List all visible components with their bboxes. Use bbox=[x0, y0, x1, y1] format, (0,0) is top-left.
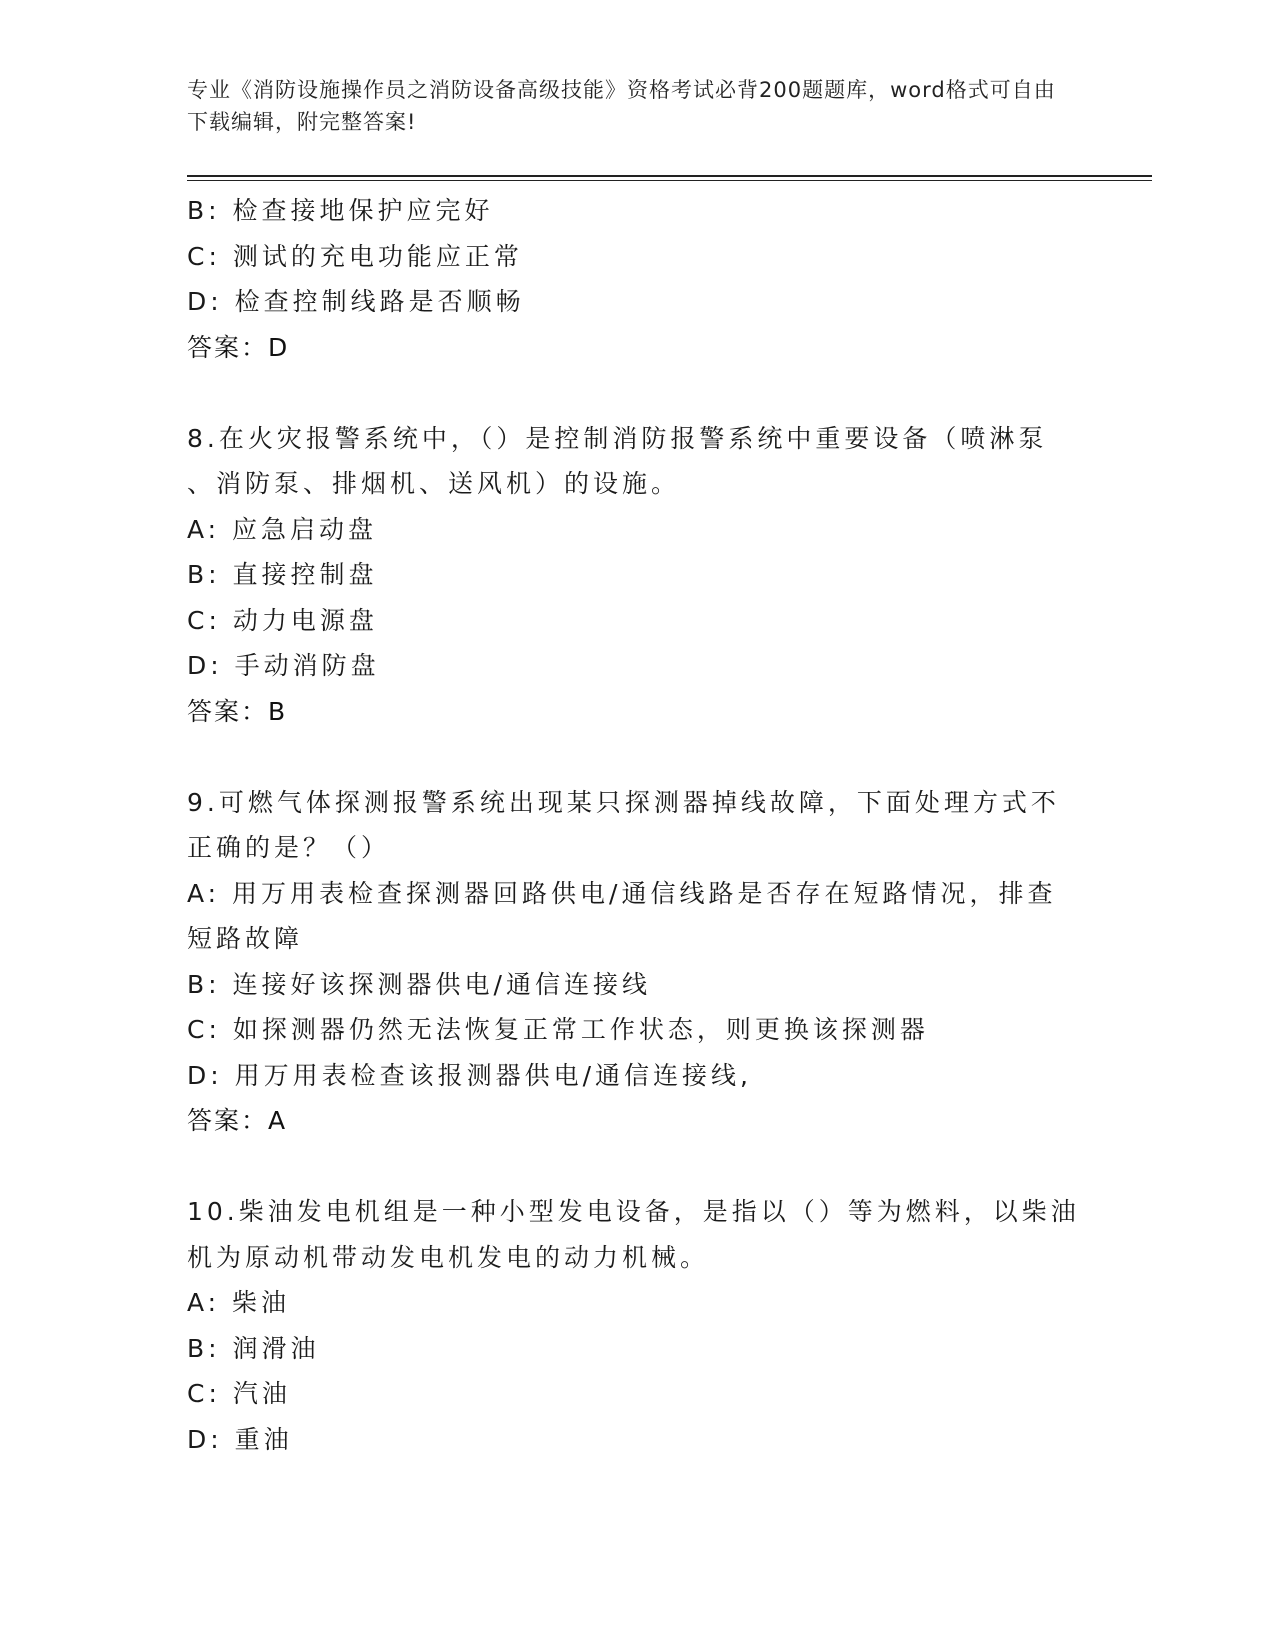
header-divider-thin bbox=[187, 180, 1152, 181]
question-7-continued bbox=[187, 188, 1087, 370]
option-c: C: 如探测器仍然无法恢复正常工作状态，则更换该探测器 bbox=[187, 1015, 929, 1044]
option-d: D: 检查控制线路是否顺畅 bbox=[187, 287, 525, 316]
question-9 bbox=[187, 780, 1087, 1144]
question-text: 8.在火灾报警系统中，（）是控制消防报警系统中重要设备（喷淋泵 bbox=[187, 423, 1048, 453]
option-b: B: 检查接地保护应完好 bbox=[187, 196, 494, 225]
spacer bbox=[187, 370, 1087, 416]
header-divider-thick bbox=[187, 175, 1152, 177]
option-b: B: 连接好该探测器供电/通信连接线 bbox=[187, 969, 651, 999]
answer-line: 答案：A bbox=[187, 1106, 288, 1135]
question-text-continued: 、消防泵、排烟机、送风机）的设施。 bbox=[187, 469, 681, 498]
question-text-continued: 机为原动机带动发电机发电的动力机械。 bbox=[187, 1242, 710, 1272]
option-b: B: 润滑油 bbox=[187, 1333, 320, 1363]
spacer bbox=[187, 734, 1087, 780]
question-text: 10.柴油发电机组是一种小型发电设备，是指以（）等为燃料，以柴油 bbox=[187, 1197, 1080, 1226]
document-header: 专业《消防设施操作员之消防设备高级技能》资格考试必背200题题库，word格式可自由下载编辑，附完整答案! bbox=[187, 78, 1056, 134]
option-d: D: 用万用表检查该报测器供电/通信连接线, bbox=[187, 1060, 752, 1090]
question-content bbox=[187, 188, 1087, 1462]
question-text-continued: 正确的是？（） bbox=[187, 833, 391, 862]
question-8 bbox=[187, 416, 1087, 735]
question-text: 9.可燃气体探测报警系统出现某只探测器掉线故障，下面处理方式不 bbox=[187, 787, 1060, 817]
option-a: A: 柴油 bbox=[187, 1288, 291, 1317]
option-c: C: 动力电源盘 bbox=[187, 605, 378, 635]
option-a: A: 应急启动盘 bbox=[187, 514, 378, 544]
option-d: D: 重油 bbox=[187, 1424, 293, 1454]
option-b: B: 直接控制盘 bbox=[187, 560, 378, 589]
option-c: C: 测试的充电功能应正常 bbox=[187, 241, 523, 271]
option-d: D: 手动消防盘 bbox=[187, 651, 380, 680]
question-10 bbox=[187, 1189, 1087, 1462]
spacer bbox=[187, 1144, 1087, 1190]
answer-line: 答案：D bbox=[187, 332, 290, 362]
option-a-continued: 短路故障 bbox=[187, 924, 304, 953]
answer-line: 答案：B bbox=[187, 696, 288, 726]
option-c: C: 汽油 bbox=[187, 1379, 291, 1408]
option-a: A: 用万用表检查探测器回路供电/通信线路是否存在短路情况，排查 bbox=[187, 878, 1057, 908]
